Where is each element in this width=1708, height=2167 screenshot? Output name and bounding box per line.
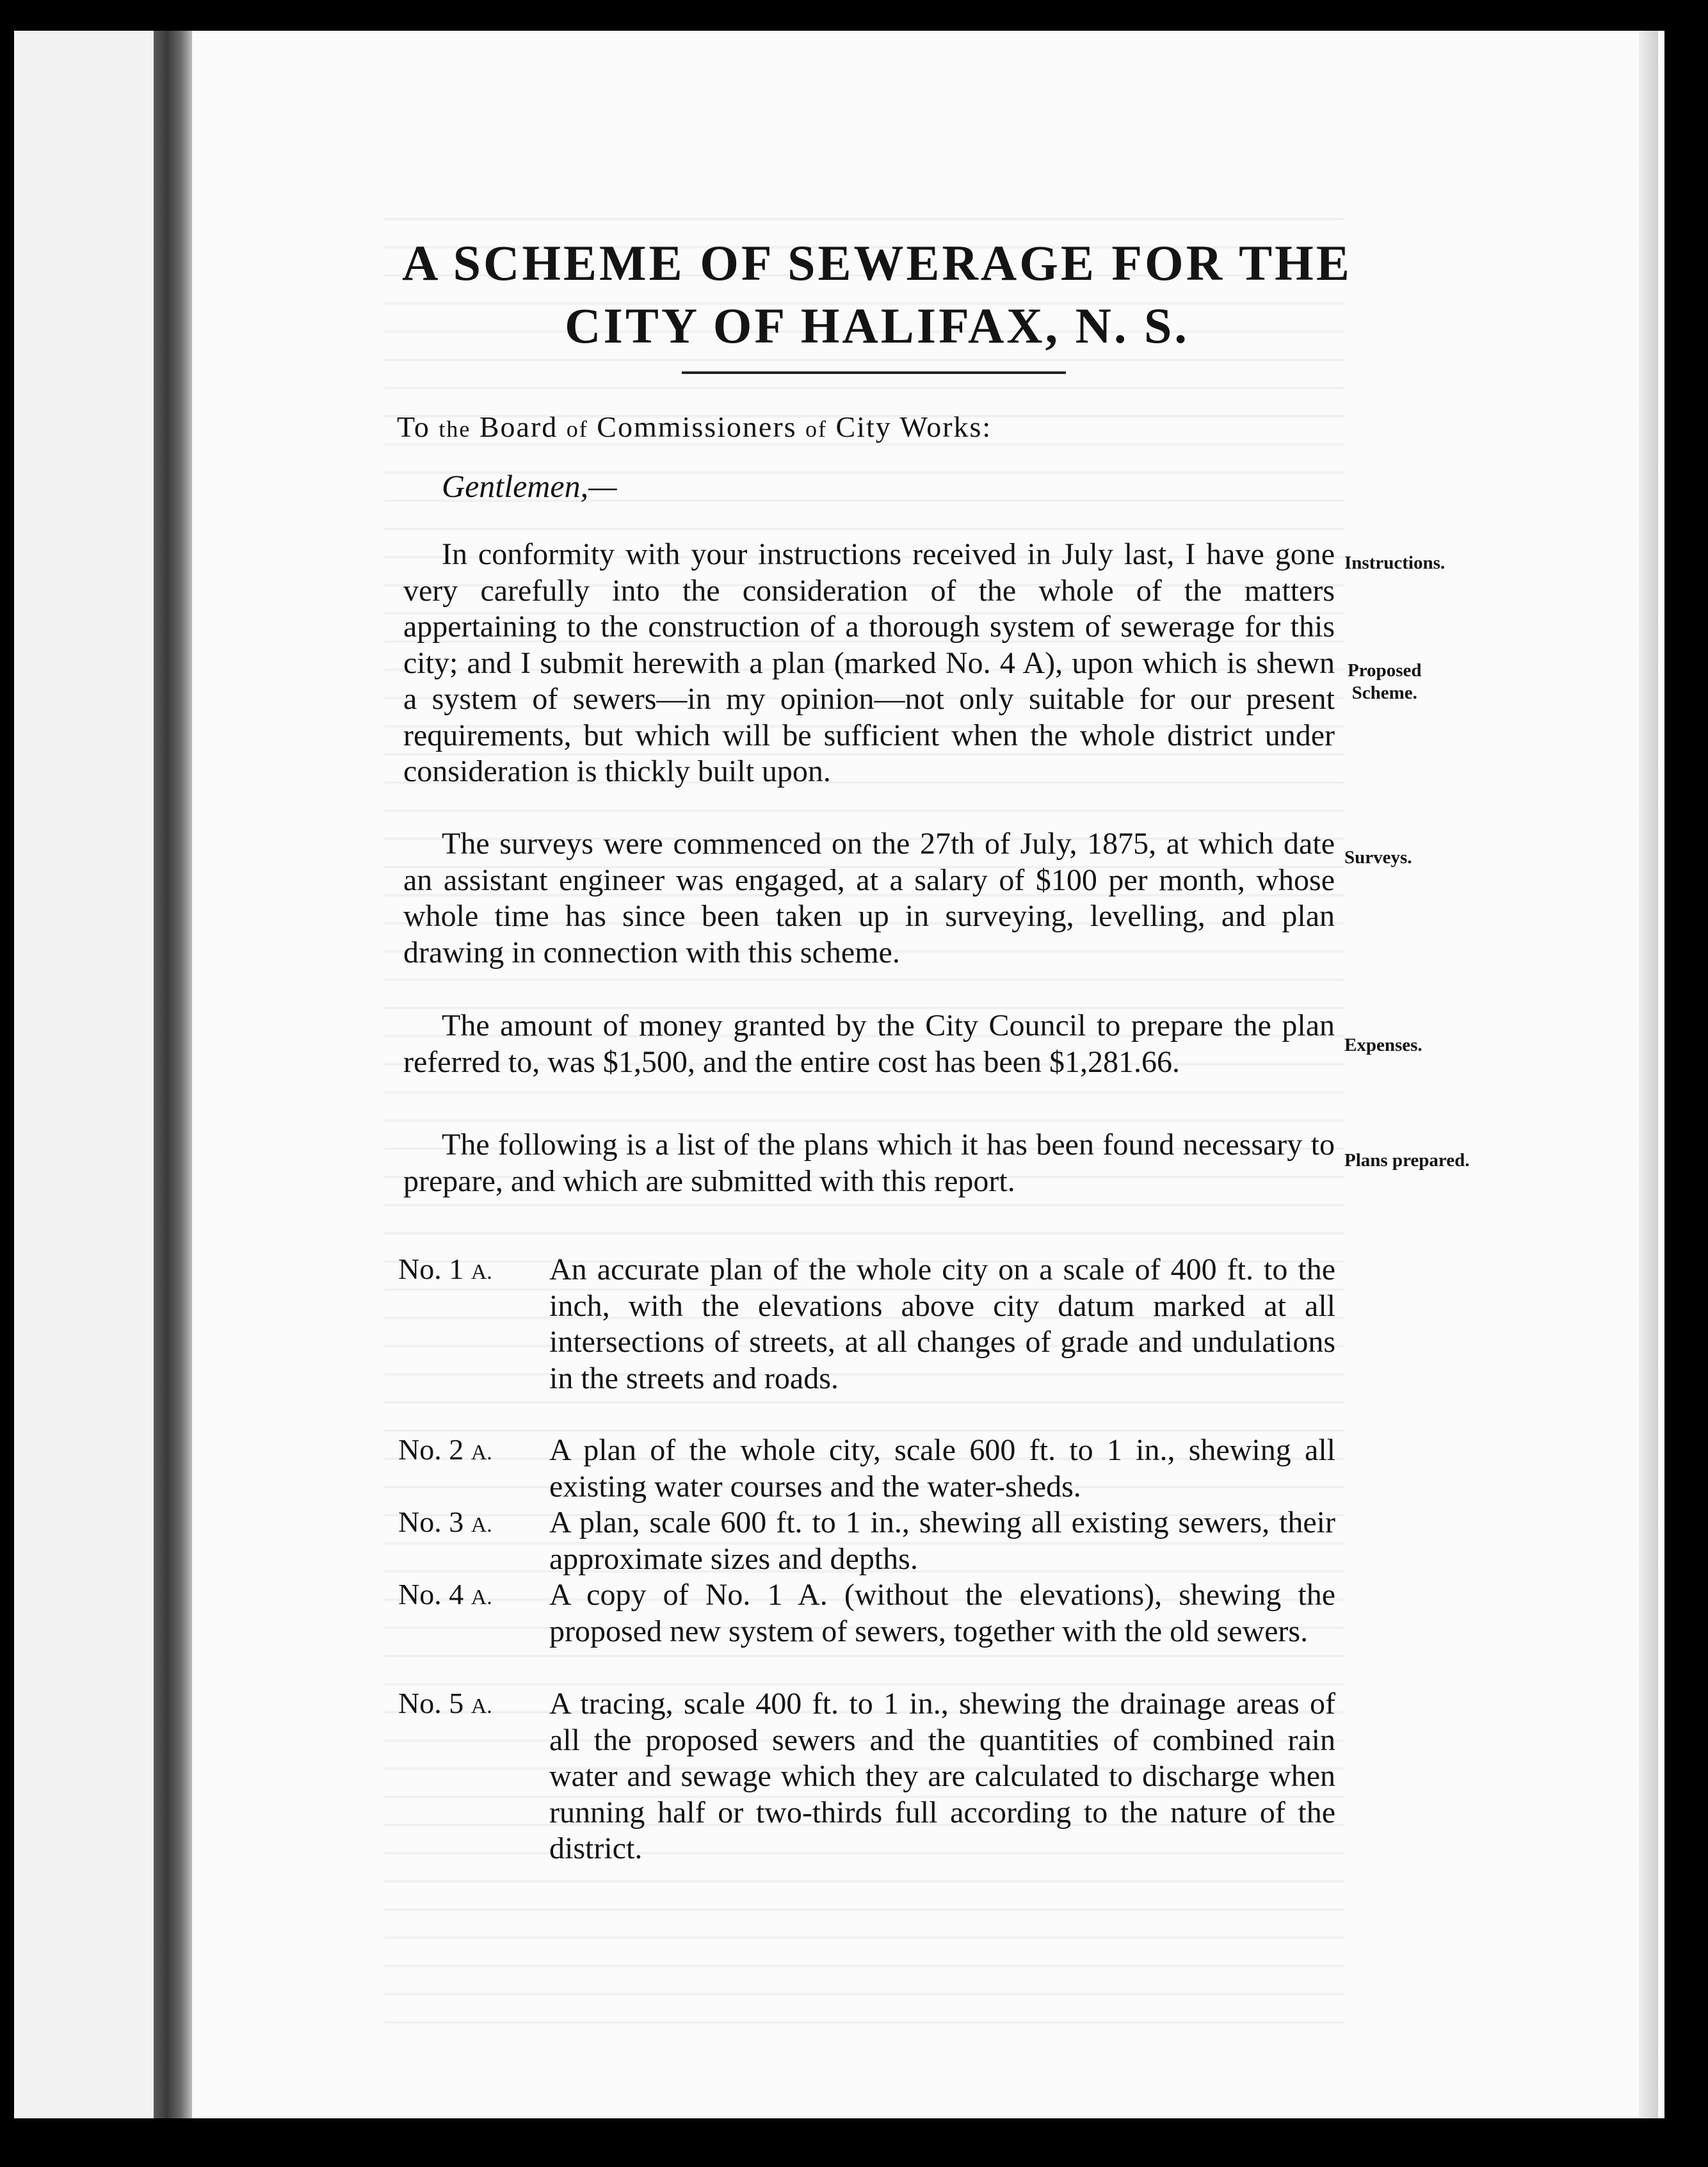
margin-note-line: Proposed xyxy=(1348,660,1422,681)
plan-description: A tracing, scale 400 ft. to 1 in., shewing the drainage areas of all the proposed sewers and the quantities of combined rain water and sewage which they are calculated to discharge when running half or two-thirds full according to the nature of the district. xyxy=(549,1687,1335,1865)
address-word: Works: xyxy=(899,410,992,443)
plan-number-text: No. 2 xyxy=(398,1433,464,1466)
plan-number-text: No. 4 xyxy=(398,1578,464,1611)
plan-number xyxy=(398,1252,545,1286)
scan-border xyxy=(1664,0,1708,2167)
plan-number-suffix: A. xyxy=(471,1586,492,1609)
margin-note-plans-prepared: Plans prepared. xyxy=(1344,1150,1470,1171)
plan-description: A plan of the whole city, scale 600 ft. to 1 in., shewing all existing water courses and the water-sheds. xyxy=(549,1433,1335,1504)
plan-description: A copy of No. 1 A. (without the elevations), shewing the proposed new system of sewers, together with the old sewers. xyxy=(549,1578,1335,1648)
paragraph-surveys: The surveys were commenced on the 27th of July, 1875, at which date an assistant engineer was engaged, at a salary of $100 per month, whose whole time has since been taken up in surveying, levelling, and plan drawing in connection with this scheme. xyxy=(403,827,1335,970)
margin-note-expenses: Expenses. xyxy=(1344,1035,1422,1055)
address-word: Board xyxy=(479,410,558,443)
address-word: the xyxy=(439,416,471,442)
plan-number-text: No. 1 xyxy=(398,1253,464,1285)
address-word: To xyxy=(397,410,430,443)
address-word: Commissioners xyxy=(597,410,797,443)
plan-number xyxy=(398,1505,545,1539)
page-title-line-2: CITY OF HALIFAX, N. S. xyxy=(565,298,1189,353)
book-gutter xyxy=(154,31,192,2118)
margin-note-line: Scheme. xyxy=(1351,682,1417,703)
address-word: of xyxy=(566,416,588,442)
title-rule xyxy=(682,371,1066,374)
page-title-line-1: A SCHEME OF SEWERAGE FOR THE xyxy=(402,235,1352,291)
plan-number-suffix: A. xyxy=(471,1694,492,1718)
plan-number xyxy=(398,1686,545,1720)
margin-note-instructions: Instructions. xyxy=(1344,553,1446,573)
plan-number-suffix: A. xyxy=(471,1260,492,1284)
paragraph-plans: The following is a list of the plans which it has been found necessary to prepare, and which are submitted with this report. xyxy=(403,1128,1335,1198)
plan-number-text: No. 5 xyxy=(398,1687,464,1719)
address-word: of xyxy=(805,416,828,442)
margin-note-proposed-scheme xyxy=(1348,660,1421,704)
salutation: Gentlemen,— xyxy=(442,468,617,504)
plan-number xyxy=(398,1577,545,1611)
plan-number-suffix: A. xyxy=(471,1513,492,1537)
plan-description: A plan, scale 600 ft. to 1 in., shewing all existing sewers, their approximate sizes and depths. xyxy=(549,1506,1335,1576)
paragraph-expenses: The amount of money granted by the City Council to prepare the plan referred to, was $1,500, and the entire cost has been $1,281.66. xyxy=(403,1009,1335,1079)
address-line xyxy=(397,410,992,444)
paragraph-instructions: In conformity with your instructions received in July last, I have gone very carefully into the consideration of the whole of the matters appertaining to the construction of a thorough system of sewerage for this city; and I submit herewith a plan (marked No. 4 A), upon which is shewn a system of sewers—in my opinion—not only suitable for our present requirements, but which will be sufficient when the whole district under consideration is thickly built upon. xyxy=(403,537,1335,788)
plan-number xyxy=(398,1432,545,1466)
plan-number-text: No. 3 xyxy=(398,1506,464,1538)
margin-note-surveys: Surveys. xyxy=(1344,847,1412,868)
plan-number-suffix: A. xyxy=(471,1441,492,1465)
address-word: City xyxy=(835,410,892,443)
plan-description: An accurate plan of the whole city on a scale of 400 ft. to the inch, with the elevations above city datum marked at all intersections of streets, at all changes of grade and undulations in the streets and roads. xyxy=(549,1253,1335,1395)
right-page-edge xyxy=(1639,31,1658,2118)
left-page-edge xyxy=(14,31,155,2118)
